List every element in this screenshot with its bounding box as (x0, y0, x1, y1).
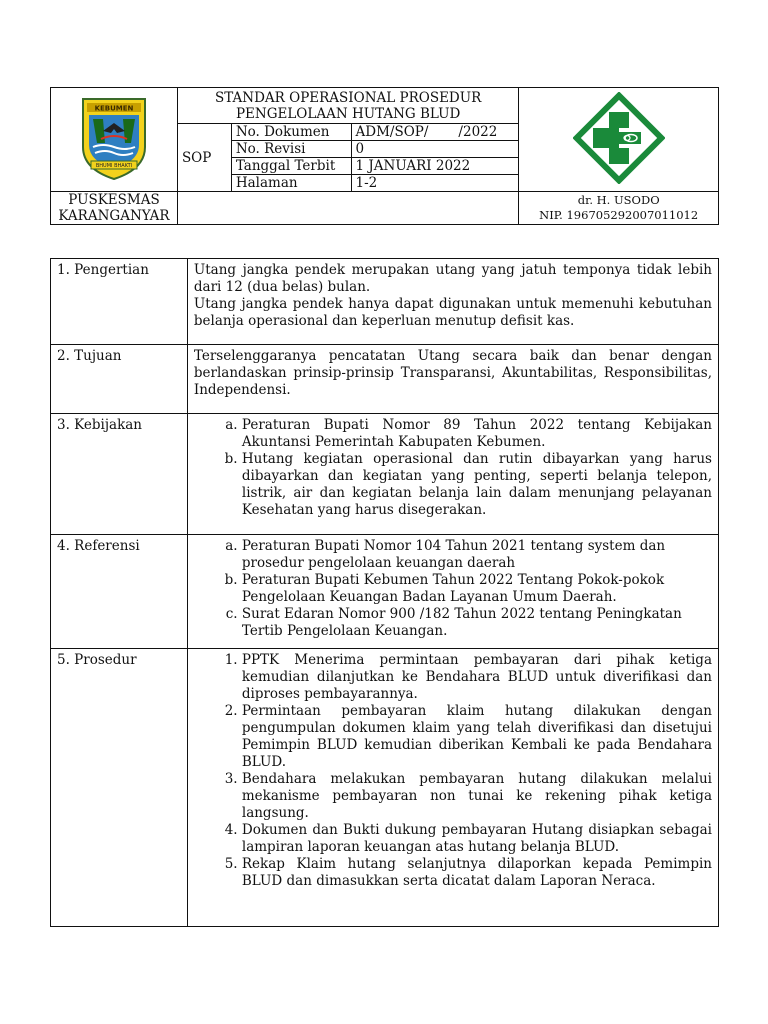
section-body-tujuan: Terselenggaranya pencatatan Utang secara baik dan benar dengan berlandaskan prinsip-prinsip Transparansi, Akuntabilitas, Responsibilitas, Independensi. (187, 345, 718, 414)
signer-name: dr. H. USODO (577, 193, 660, 207)
section-label-tujuan: 2. Tujuan (51, 345, 188, 414)
prosedur-item: 5. Rekap Klaim hutang selanjutnya dilaporkan kepada Pemimpin BLUD dan dimasukkan serta dicatat dalam Laporan Neraca. (242, 856, 712, 890)
pengertian-paragraph-2: Utang jangka pendek hanya dapat digunakan untuk memenuhi kebutuhan belanja operasional dan keperluan menutup defisit kas. (193, 296, 712, 329)
title-line-2: PENGELOLAAN HUTANG BLUD (235, 106, 461, 122)
section-label-pengertian: 1. Pengertian (51, 259, 188, 345)
document-title (177, 88, 518, 124)
section-label-referensi: 4. Referensi (51, 535, 188, 649)
section-body-referensi (187, 535, 718, 649)
org-line-2: KARANGANYAR (58, 208, 170, 224)
prosedur-item: 3. Bendahara melakukan pembayaran hutang dilakukan melalui mekanisme pembayaran non tunai ke rekening pihak ketiga langsung. (242, 771, 712, 822)
referensi-list (194, 538, 712, 640)
sop-label: SOP (177, 124, 231, 192)
kebumen-logo-cell (51, 88, 178, 192)
section-body-prosedur (187, 649, 718, 927)
organization-name (51, 192, 178, 225)
kebijakan-list (194, 417, 712, 519)
referensi-item: c. Surat Edaran Nomor 900 /182 Tahun 2022 tentang Peningkatan Tertib Pengelolaan Keuangan. (242, 606, 712, 640)
puskesmas-logo (573, 92, 665, 184)
title-line-1: STANDAR OPERASIONAL PROSEDUR (215, 90, 482, 106)
logo-motto: BHUMI BHAKTI (95, 162, 133, 169)
field-label-tanggal-terbit: Tanggal Terbit (231, 158, 351, 175)
kebijakan-item: b. Hutang kegiatan operasional dan rutin dibayarkan yang harus dibayarkan dan kegiatan yang penting, seperti belanja telepon, listrik, air dan kegiatan belanja lain dalam menunjang pelayanan Kesehatan yang harus disegerakan. (242, 451, 712, 519)
org-line-1: PUSKESMAS (68, 192, 160, 208)
prosedur-item: 1. PPTK Menerima permintaan pembayaran dari pihak ketiga kemudian dilanjutkan ke Bendahara BLUD untuk diverifikasi dan diproses pembayarannya. (242, 652, 712, 703)
field-value-no-dokumen: ADM/SOP/ /2022 (351, 124, 519, 141)
referensi-item: a. Peraturan Bupati Nomor 104 Tahun 2021 tentang system dan prosedur pengelolaan keuangan daerah (242, 538, 712, 572)
kebumen-regency-logo (79, 95, 149, 181)
field-label-no-revisi: No. Revisi (231, 141, 351, 158)
prosedur-item: 4. Dokumen dan Bukti dukung pembayaran Hutang disiapkan sebagai lampiran laporan keuangan atas hutang belanja BLUD. (242, 822, 712, 856)
field-label-halaman: Halaman (231, 175, 351, 192)
signer-nip: NIP. 196705292007011012 (539, 208, 699, 222)
prosedur-item: 2. Permintaan pembayaran klaim hutang dilakukan dengan pengumpulan dokumen klaim yang telah diverifikasi dan disetujui Pemimpin BLUD kemudian diberikan Kembali ke pada Bendahara BLUD. (242, 703, 712, 771)
section-label-kebijakan: 3. Kebijakan (51, 414, 188, 535)
empty-cell (177, 192, 518, 225)
section-body-kebijakan (187, 414, 718, 535)
section-label-prosedur: 5. Prosedur (51, 649, 188, 927)
field-label-no-dokumen: No. Dokumen (231, 124, 351, 141)
logo-text: KEBUMEN (94, 104, 134, 112)
field-value-halaman: 1-2 (351, 175, 519, 192)
kebijakan-item: a. Peraturan Bupati Nomor 89 Tahun 2022 tentang Kebijakan Akuntansi Pemerintah Kabupaten Kebumen. (242, 417, 712, 451)
sop-header-table (50, 87, 719, 225)
section-body-pengertian (187, 259, 718, 345)
field-value-tanggal-terbit: 1 JANUARI 2022 (351, 158, 519, 175)
signer-block (519, 192, 719, 225)
puskesmas-logo-cell (519, 88, 719, 192)
sop-content-table (50, 258, 719, 927)
referensi-item: b. Peraturan Bupati Kebumen Tahun 2022 Tentang Pokok-pokok Pengelolaan Keuangan Badan Layanan Umum Daerah. (242, 572, 712, 606)
pengertian-paragraph-1: Utang jangka pendek merupakan utang yang jatuh temponya tidak lebih dari 12 (dua belas) bulan. (193, 262, 712, 295)
prosedur-list (194, 652, 712, 890)
field-value-no-revisi: 0 (351, 141, 519, 158)
